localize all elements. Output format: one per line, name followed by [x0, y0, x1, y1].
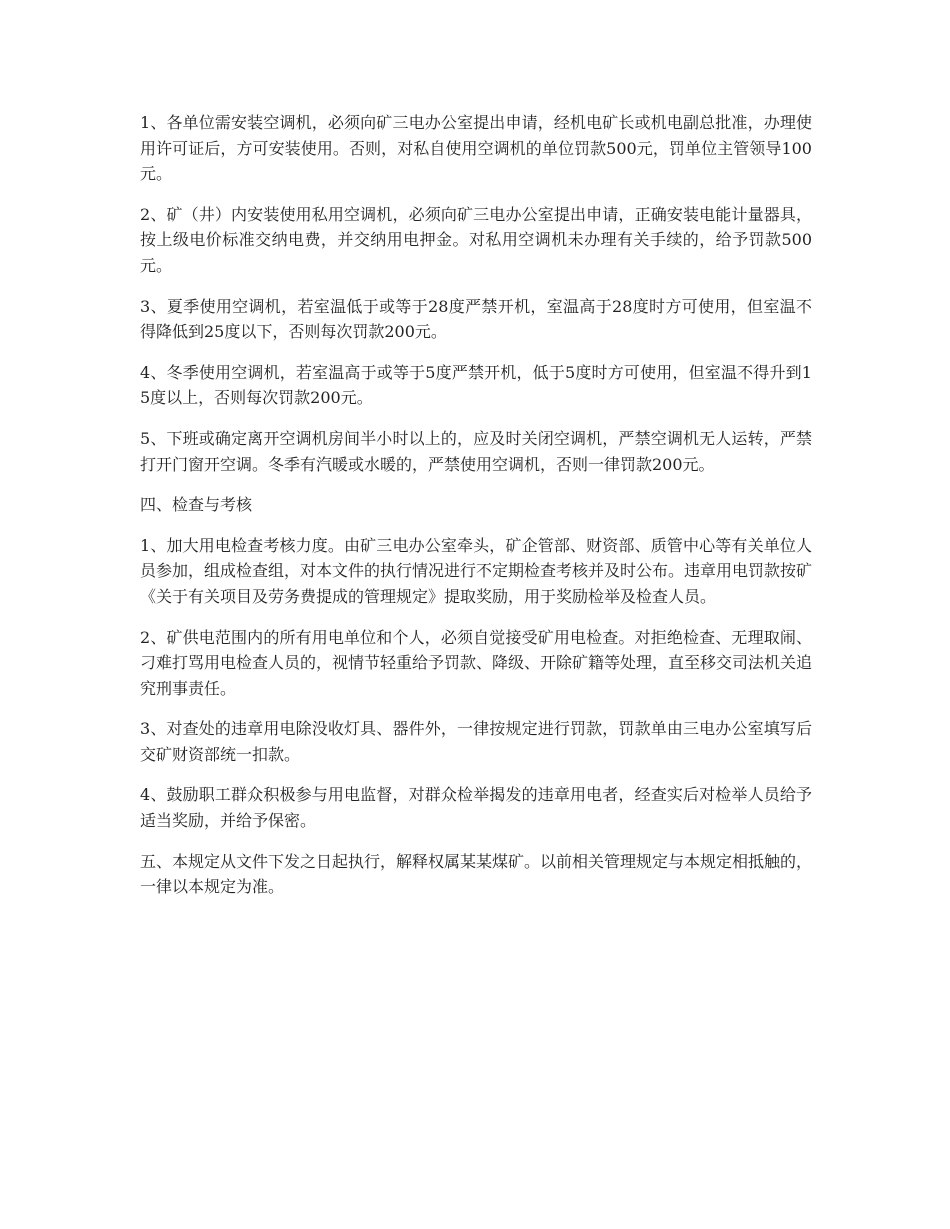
paragraph-private-ac-registration: 2、矿（井）内安装使用私用空调机，必须向矿三电办公室提出申请，正确安装电能计量器具，按上级电价标准交纳电费，并交纳用电押金。对私用空调机未办理有关手续的，给予罚款500元。 — [140, 204, 812, 275]
document-page — [140, 110, 812, 915]
paragraph-winter-temperature-rule: 4、冬季使用空调机，若室温高于或等于5度严禁开机，低于5度时方可使用，但室温不得升到15度以上，否则每次罚款200元。 — [140, 362, 812, 408]
paragraph-ac-install-approval: 1、各单位需安装空调机，必须向矿三电办公室提出申请，经机电矿长或机电副总批准，办理使用许可证后，方可安装使用。否则，对私自使用空调机的单位罚款500元，罚单位主管领导100元。 — [140, 113, 812, 184]
paragraph-effective-date: 五、本规定从文件下发之日起执行，解释权属某某煤矿。以前相关管理规定与本规定相抵触的，一律以本规定为准。 — [140, 851, 813, 897]
section-heading-inspection: 四、检查与考核 — [140, 495, 253, 515]
paragraph-inspection-intensity: 1、加大用电检查考核力度。由矿三电办公室牵头，矿企管部、财资部、质管中心等有关单位人员参加，组成检查组，对本文件的执行情况进行不定期检查考核并及时公布。违章用电罚款按矿《关于有关项目及劳务费提成的管理规定》提取奖励，用于奖励检举及检查人员。 — [140, 535, 813, 606]
paragraph-switch-off-rule: 5、下班或确定离开空调机房间半小时以上的，应及时关闭空调机，严禁空调机无人运转，严禁打开门窗开空调。冬季有汽暖或水暖的，严禁使用空调机，否则一律罚款200元。 — [140, 428, 812, 474]
paragraph-accept-inspection: 2、矿供电范围内的所有用电单位和个人，必须自觉接受矿用电检查。对拒绝检查、无理取闹、刁难打骂用电检查人员的，视情节轻重给予罚款、降级、开除矿籍等处理，直至移交司法机关追究刑事责任。 — [140, 627, 813, 698]
paragraph-public-supervision: 4、鼓励职工群众积极参与用电监督，对群众检举揭发的违章用电者，经查实后对检举人员给予适当奖励，并给予保密。 — [140, 785, 812, 831]
paragraph-summer-temperature-rule: 3、夏季使用空调机，若室温低于或等于28度严禁开机，室温高于28度时方可使用，但室温不得降低到25度以下，否则每次罚款200元。 — [140, 296, 812, 342]
paragraph-penalty-procedure: 3、对查处的违章用电除没收灯具、器件外，一律按规定进行罚款，罚款单由三电办公室填写后交矿财资部统一扣款。 — [140, 719, 812, 764]
